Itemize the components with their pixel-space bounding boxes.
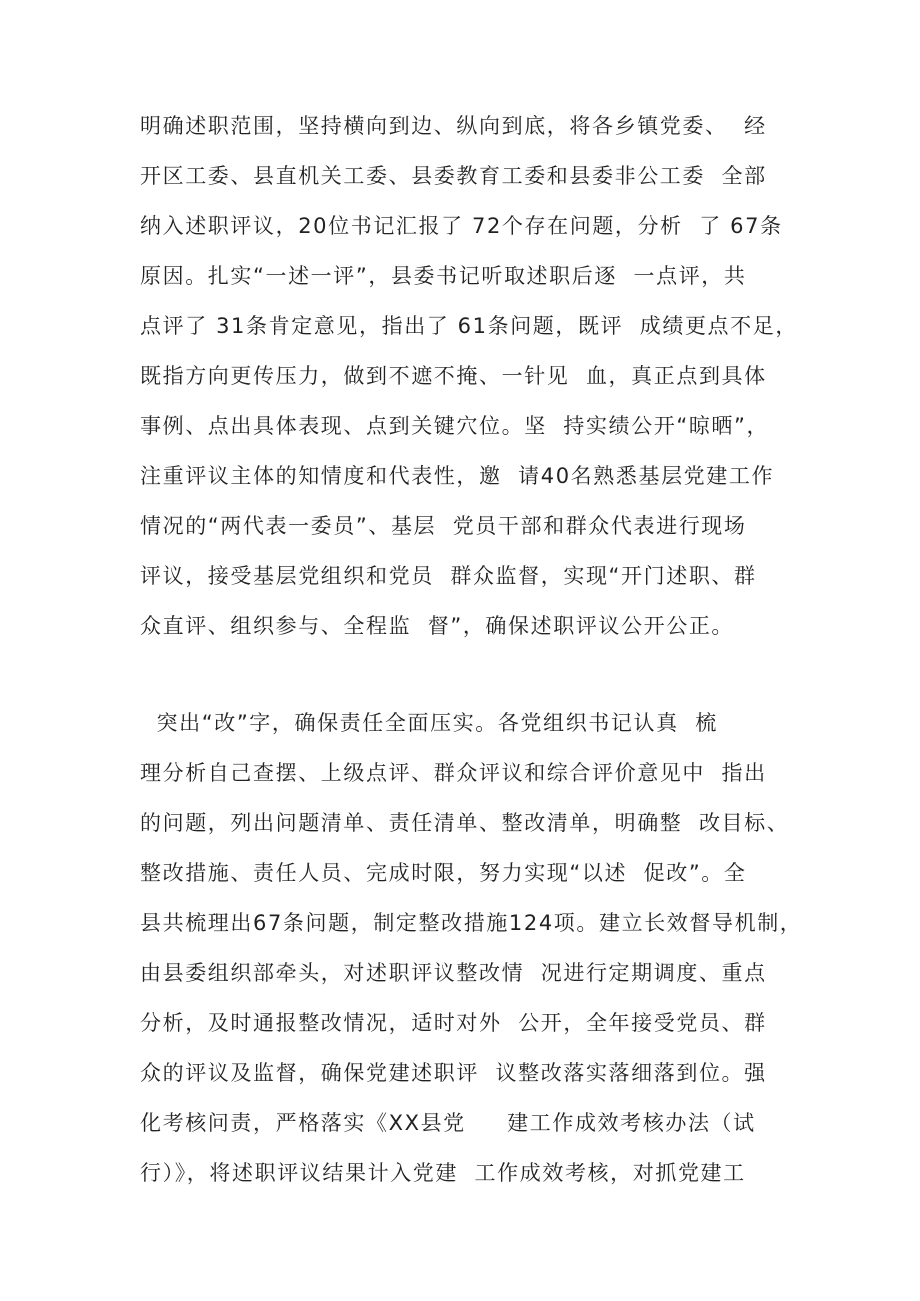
paragraph-2-line-3: 的问题，列出问题清单、责任清单、整改清单，明确整 改目标、 <box>140 811 790 835</box>
paragraph-1-line-2: 开区工委、县直机关工委、县委教育工委和县委非公工委 全部 <box>140 164 767 188</box>
paragraph-2-line-8: 众的评议及监督，确保党建述职评 议整改落实落细落到位。强 <box>140 1061 767 1085</box>
paragraph-1-line-11: 众直评、组织参与、全程监 督”，确保述职评议公开公正。 <box>140 614 735 638</box>
paragraph-2-line-9: 化考核问责，严格落实《XX县党 建工作成效考核办法（试 <box>140 1111 756 1135</box>
paragraph-2-line-6: 由县委组织部牵头，对述职评议整改情 况进行定期调度、重点 <box>140 961 767 985</box>
paragraph-2-line-1: 突出“改”字，确保责任全面压实。各党组织书记认真 梳 <box>140 711 718 735</box>
paragraph-2-line-2: 理分析自己查摆、上级点评、群众评议和综合评价意见中 指出 <box>140 761 767 785</box>
paragraph-2-line-4: 整改措施、责任人员、完成时限，努力实现“以述 促改”。全 <box>140 861 747 885</box>
paragraph-1-line-4: 原因。扎实“一述一评”，县委书记听取述职后逐 一点评，共 <box>140 264 747 288</box>
paragraph-1-line-1: 明确述职范围，坚持横向到边、纵向到底，将各乡镇党委、 经 <box>140 114 767 138</box>
paragraph-2-line-5: 县共梳理出67条问题，制定整改措施124项。建立长效督导机制， <box>140 911 803 935</box>
paragraph-1-line-9: 情况的“两代表一委员”、基层 党员干部和群众代表进行现场 <box>140 514 747 538</box>
paragraph-1-line-8: 注重评议主体的知情度和代表性，邀 请40名熟悉基层党建工作 <box>140 464 775 488</box>
paragraph-1-line-10: 评议，接受基层党组织和党员 群众监督，实现“开门述职、群 <box>140 564 757 588</box>
paragraph-2-line-10: 行）》，将述职评议结果计入党建 工作成效考核，对抓党建工 <box>140 1161 746 1185</box>
paragraph-1-line-5: 点评了 31条肯定意见，指出了 61条问题，既评 成绩更点不足， <box>140 314 798 338</box>
paragraph-2-line-7: 分析，及时通报整改情况，适时对外 公开，全年接受党员、群 <box>140 1011 767 1035</box>
paragraph-1-line-6: 既指方向更传压力，做到不遮不掩、一针见 血，真正点到具体 <box>140 364 767 388</box>
paragraph-1-line-7: 事例、点出具体表现、点到关键穴位。坚 持实绩公开“晾晒”， <box>140 414 770 438</box>
paragraph-1-line-3: 纳入述职评议，20位书记汇报了 72个存在问题，分析 了 67条 <box>140 214 783 238</box>
